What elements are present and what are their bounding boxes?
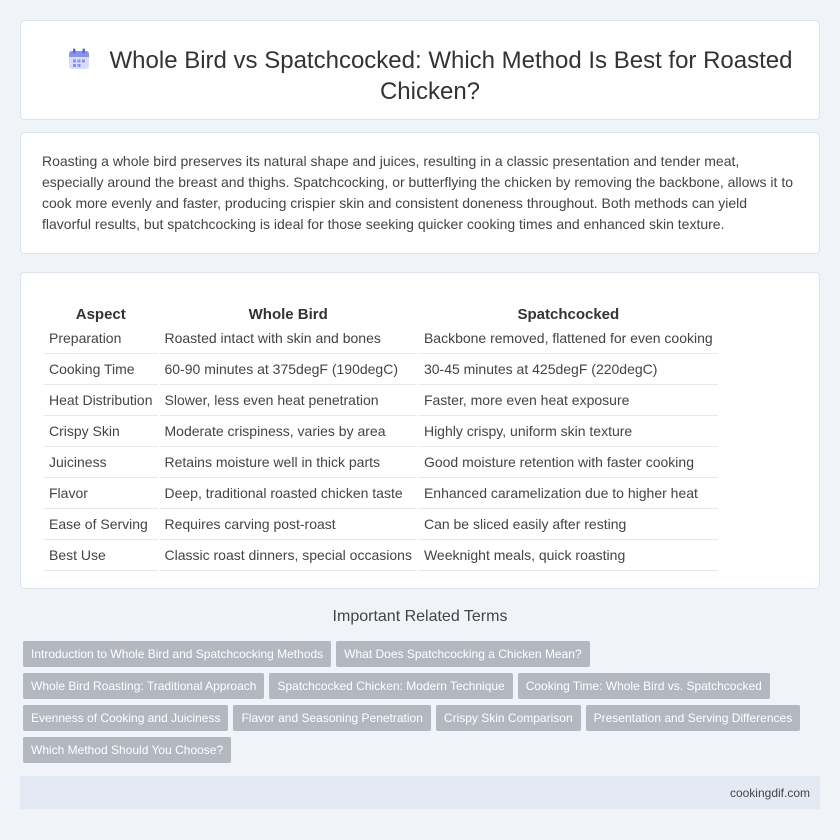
related-terms-heading: Important Related Terms [332,608,508,625]
related-term-tag[interactable]: Cooking Time: Whole Bird vs. Spatchcocked [518,673,770,699]
cell-spatchcocked: Good moisture retention with faster cooking [419,447,718,478]
related-term-tag[interactable]: Crispy Skin Comparison [436,705,581,731]
cell-whole-bird: Moderate crispiness, varies by area [160,416,417,447]
related-term-tag[interactable]: Evenness of Cooking and Juiciness [23,705,228,731]
cell-whole-bird: 60-90 minutes at 375degF (190degC) [160,354,417,385]
table-row [44,385,718,416]
cell-spatchcocked: Backbone removed, flattened for even cooking [419,323,718,354]
cell-whole-bird: Classic roast dinners, special occasions [160,540,417,571]
cell-aspect: Preparation [44,323,158,354]
cell-spatchcocked: Can be sliced easily after resting [419,509,718,540]
related-term-tag[interactable]: Presentation and Serving Differences [586,705,801,731]
cell-spatchcocked: Enhanced caramelization due to higher heat [419,478,718,509]
cell-whole-bird: Requires carving post-roast [160,509,417,540]
related-terms-list [23,641,823,769]
header-aspect: Aspect [75,306,126,323]
cell-whole-bird: Roasted intact with skin and bones [160,323,417,354]
cell-whole-bird: Slower, less even heat penetration [160,385,417,416]
cell-aspect: Cooking Time [44,354,158,385]
cell-aspect: Heat Distribution [44,385,158,416]
related-term-tag[interactable]: Introduction to Whole Bird and Spatchcocking Methods [23,641,331,667]
comparison-card [20,272,820,589]
intro-paragraph: Roasting a whole bird preserves its natural shape and juices, resulting in a classic presentation and tender meat, especially around the breast and thighs. Spatchcocking, or butterflying the chicken by removing the backbone, allows it to cook more evenly and faster, producing crispier skin and consistent doneness throughout. Both methods can yield flavorful results, but spatchcocking is ideal for those seeking quicker cooking times and enhanced skin texture. [42,153,793,232]
page-title-wrap [61,46,799,106]
intro-card [20,132,820,254]
related-term-tag[interactable]: What Does Spatchcocking a Chicken Mean? [336,641,589,667]
table-row [44,509,718,540]
page-title: Whole Bird vs Spatchcocked: Which Method Is Best for Roasted Chicken? [109,47,793,105]
table-row [44,447,718,478]
cell-aspect: Best Use [44,540,158,571]
cell-aspect: Juiciness [44,447,158,478]
calendar-icon [68,48,90,77]
cell-spatchcocked: 30-45 minutes at 425degF (220degC) [419,354,718,385]
table-row [44,354,718,385]
cell-whole-bird: Retains moisture well in thick parts [160,447,417,478]
table-row [44,478,718,509]
cell-aspect: Flavor [44,478,158,509]
table-row [44,540,718,571]
related-term-tag[interactable]: Spatchcocked Chicken: Modern Technique [269,673,512,699]
table-row [44,416,718,447]
related-term-tag[interactable]: Flavor and Seasoning Penetration [233,705,430,731]
cell-aspect: Crispy Skin [44,416,158,447]
related-term-tag[interactable]: Which Method Should You Choose? [23,737,231,763]
cell-spatchcocked: Weeknight meals, quick roasting [419,540,718,571]
cell-aspect: Ease of Serving [44,509,158,540]
comparison-table [42,293,720,571]
table-header-row [44,293,718,323]
header-spatchcocked: Spatchcocked [517,306,620,323]
cell-whole-bird: Deep, traditional roasted chicken taste [160,478,417,509]
title-card [20,20,820,120]
table-row [44,323,718,354]
footer [20,776,820,809]
related-term-tag[interactable]: Whole Bird Roasting: Traditional Approach [23,673,264,699]
footer-site-link[interactable]: cookingdif.com [729,786,810,800]
header-whole-bird: Whole Bird [248,306,328,323]
cell-spatchcocked: Highly crispy, uniform skin texture [419,416,718,447]
cell-spatchcocked: Faster, more even heat exposure [419,385,718,416]
